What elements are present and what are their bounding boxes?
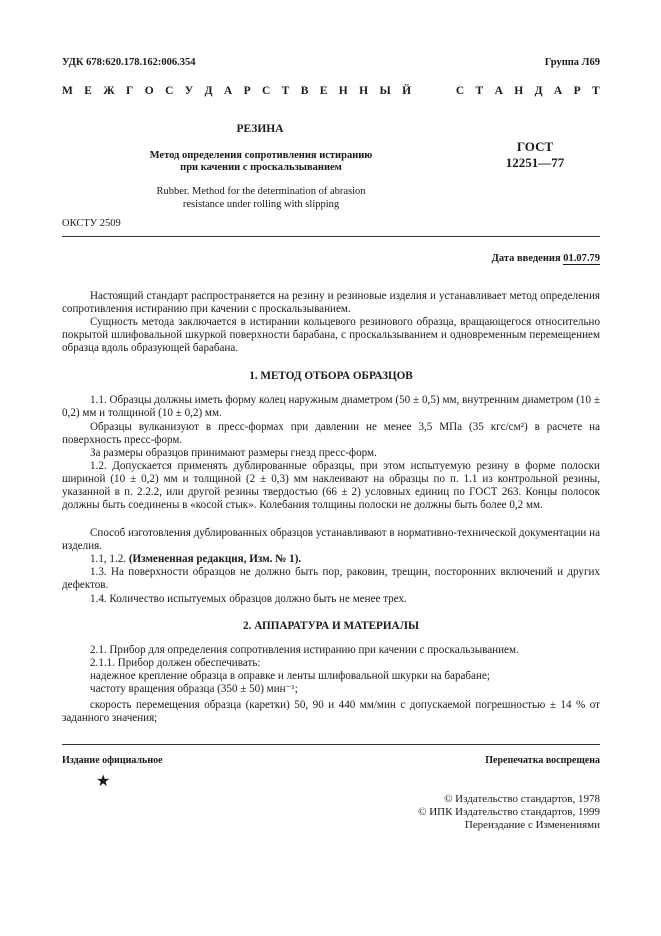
reissue-note: Переиздание с Изменениями (464, 819, 600, 832)
banner-word-gap (422, 85, 444, 97)
gost-label: ГОСТ (516, 139, 554, 154)
banner-letter: С (455, 85, 465, 97)
paragraph-scope: Настоящий стандарт распространяется на резину и резиновые изделия и устанавливает метод определения сопротивления истиранию при качении с проскальзыванием. (62, 290, 600, 316)
clause-1-1-dimensions: За размеры образцов принимают размеры гнезд пресс-форм. (90, 447, 377, 459)
banner-letter: Р (243, 85, 251, 97)
banner-letter: Н (514, 85, 524, 97)
udk-code: УДК 678:620.178.162:006.354 (62, 57, 196, 68)
section-heading-2: 2. АППАРАТУРА И МАТЕРИАЛЫ (243, 620, 419, 632)
gost-block (490, 139, 580, 171)
footer-divider (62, 744, 600, 745)
banner-letter: Т (591, 85, 600, 97)
amendment-clauses: 1.1, 1.2. (90, 553, 127, 565)
banner-letter: Н (359, 85, 369, 97)
star-icon: ★ (96, 773, 111, 790)
banner-letter: С (261, 85, 271, 97)
banner-letter: Е (319, 85, 328, 97)
banner-letter: Р (573, 85, 581, 97)
clause-1-2: 1.2. Допускается применять дублированные образцы, при этом испытуемую резину в форме полоски шириной (10 ± 0,2) мм и толщиной (2 ± 0,3) мм наклеивают на образцы по п. 1.1 из контрольной резины, указанной в п. 2.2.2, или другой резины твердостью (66 ± 2) условных единиц по ГОСТ 263. Концы полосок должны быть соединены в «косой стык». Колебания толщины полоски не должны быть более 0,2 мм. (62, 460, 600, 512)
banner-letter: Д (534, 85, 543, 97)
clause-2-1: 2.1. Прибор для определения сопротивления истиранию при качении с проскальзыванием. (90, 644, 519, 656)
group-code: Группа Л69 (544, 57, 600, 68)
intro-date (492, 253, 600, 264)
amendment-text: (Измененная редакция, Изм. № 1). (128, 553, 302, 565)
banner-letter: Д (204, 85, 213, 97)
copyright-1999: © ИПК Издательство стандартов, 1999 (418, 806, 600, 819)
official-edition: Издание официальное (62, 755, 163, 766)
copyright-1978: © Издательство стандартов, 1978 (444, 793, 600, 805)
amendment-note (62, 553, 600, 566)
banner-letter: О (144, 85, 154, 97)
paragraph-method-essence: Сущность метода заключается в истирании кольцевого резинового образца, вращающегося относительно покрытой шлифовальной шкуркой поверхности барабана, с проскальзыванием и одновременным перемещением образца вдоль образующей барабана. (62, 316, 600, 355)
gost-number: 12251—77 (505, 155, 565, 170)
english-title (120, 185, 402, 211)
banner-letter: У (184, 85, 194, 97)
banner-letter: Й (402, 85, 412, 97)
banner-letter: Н (338, 85, 348, 97)
banner-letter: А (494, 85, 503, 97)
copyright-block (418, 793, 600, 833)
banner-letter: А (553, 85, 563, 97)
english-title-line2: resistance under rolling with slipping (182, 199, 340, 210)
banner-letter: М (62, 85, 73, 97)
section-heading-1: 1. МЕТОД ОТБОРА ОБРАЗЦОВ (249, 370, 413, 382)
english-title-line1: Rubber. Method for the determination of abrasion (156, 186, 366, 197)
clause-1-1: 1.1. Образцы должны иметь форму колец наружным диаметром (50 ± 0,5) мм, внутренним диаметром (10 ± 0,2) мм и толщиной (10 ± 0,2) мм. (62, 394, 600, 420)
banner-letter: В (300, 85, 309, 97)
banner-letter: С (165, 85, 174, 97)
interstate-standard-banner (62, 85, 600, 97)
clause-1-3: 1.3. На поверхности образцов не должно быть пор, раковин, трещин, посторонних включений и других дефектов. (62, 566, 600, 592)
clause-1-1-vulcanization: Образцы вулканизуют в пресс-формах при давлении не менее 3,5 МПа (35 кгс/см²) в расчете на поверхность пресс-форм. (62, 421, 600, 447)
intro-date-value: 01.07.79 (563, 253, 600, 264)
banner-letter: Ы (379, 85, 391, 97)
intro-date-label: Дата введения (491, 253, 561, 264)
clause-1-4: 1.4. Количество испытуемых образцов должно быть не менее трех. (90, 593, 407, 605)
okstu-code: ОКСТУ 2509 (62, 218, 121, 229)
requirement-mounting: надежное крепление образца в оправке и ленты шлифовальной шкурки на барабане; (90, 670, 490, 682)
banner-letter: Т (281, 85, 290, 97)
reprint-prohibited: Перепечатка воспрещена (485, 755, 600, 766)
requirement-speed: скорость перемещения образца (каретки) 50, 90 и 440 мм/мин с допускаемой погрешностью ± 14 % от заданного значения; (62, 699, 600, 725)
requirement-rotation: частоту вращения образца (350 ± 50) мин⁻¹; (90, 683, 298, 695)
doc-subtitle-line1: Метод определения сопротивления истиранию (149, 150, 373, 161)
clause-2-1-1: 2.1.1. Прибор должен обеспечивать: (90, 657, 261, 669)
banner-letter: Е (84, 85, 92, 97)
doc-title: РЕЗИНА (236, 123, 284, 135)
clause-1-2-method: Способ изготовления дублированных образцов устанавливают в нормативно-технической документации на изделия. (62, 527, 600, 553)
doc-subtitle-line2: при качении с проскальзыванием (180, 162, 342, 173)
header-divider (62, 236, 600, 237)
banner-letter: Т (475, 85, 484, 97)
doc-subtitle (120, 150, 402, 174)
banner-letter: Ж (103, 85, 115, 97)
banner-letter: Г (126, 85, 134, 97)
banner-letter: А (223, 85, 233, 97)
